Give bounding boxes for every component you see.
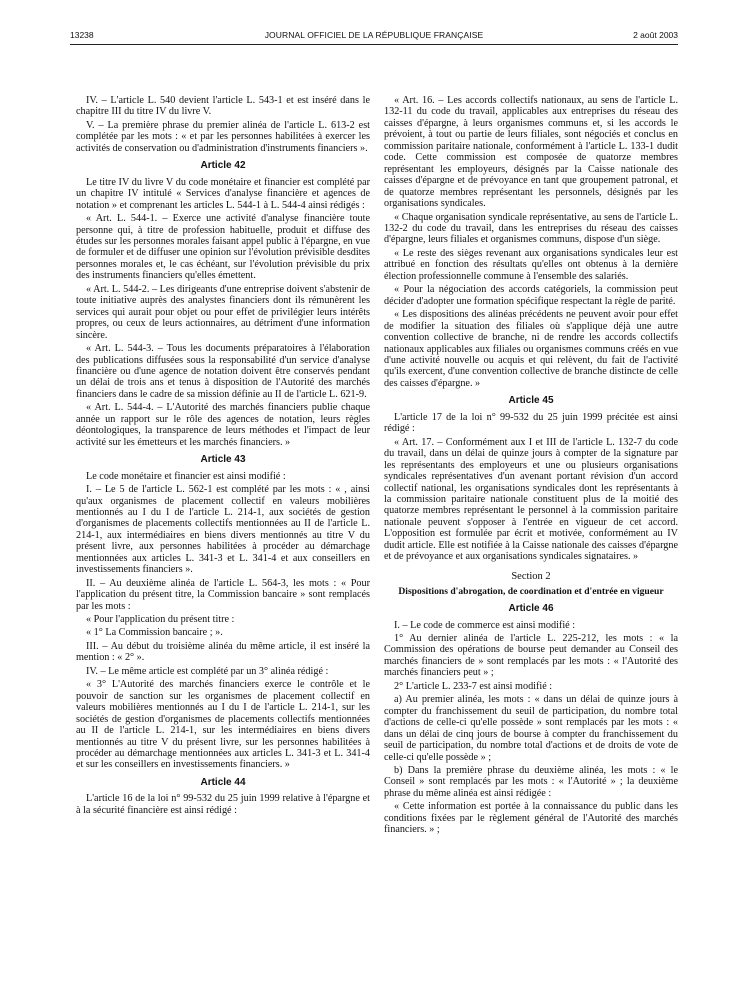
journal-title: JOURNAL OFFICIEL DE LA RÉPUBLIQUE FRANÇAISE xyxy=(264,30,484,40)
page-header xyxy=(70,30,678,44)
header-rule xyxy=(70,44,678,45)
paragraph: IV. – Le même article est complété par un 3° alinéa rédigé : xyxy=(86,665,329,677)
paragraph: 1° Au dernier alinéa de l'article L. 225-212, les mots : « la Commission des opérations de bourse peut demander au Conseil des marchés financiers de » sont remplacés par les mots : « l'Autorité des marchés financiers peut » ; xyxy=(384,633,678,679)
paragraph: « Art. L. 544-1. – Exerce une activité d'analyse financière toute personne qui, à titre de profession habituelle, produit et diffuse des études sur les personnes morales faisant appel public à l'épargne, en vue de formuler et de diffuser une opinion sur l'évolution prévisible desdites personnes morales et, le cas échéant, sur l'évolution prévisible du prix des instruments financiers qu'elles émettent. xyxy=(76,213,370,282)
paragraph: « Chaque organisation syndicale représentative, au sens de l'article L. 132-2 du code du travail, dans les entreprises du réseau des caisses d'épargne, leurs filiales et organismes communs, dispose d'un siège. xyxy=(384,211,678,246)
paragraph: « 3° L'Autorité des marchés financiers exerce le contrôle et le pouvoir de sanction sur les organismes de placement collectif en valeurs mobilières mentionnés au I du I de l'article L. 214-1, sur les sociétés de gestion d'organismes de placements collectifs mentionnées au II de l'article L. 214-1, sur les intermédiaires en biens divers mentionnés au titre V du présent livre, sur les personnes habilitées à procéder au démarchage mentionnées aux articles L. 341-3 et L. 341-4 et sur les conseillers en investissements financiers. » xyxy=(76,679,370,771)
paragraph: « Pour l'application du présent titre : xyxy=(86,614,235,626)
paragraph: I. – Le 5 de l'article L. 562-1 est complété par les mots : « , ainsi qu'aux organismes de placement collectif en valeurs mobilières mentionnés au I du I de l'article L. 214-1, aux sociétés de gestion d'organismes de placements collectifs mentionnées au II de l'article L. 214-1, aux intermédiaires en biens divers mentionnés au titre V du présent livre, aux personnes habilitées à procéder au démarchage mentionnées aux articles L. 341-3 et L. 341-4 et aux conseillers en investissements financiers ». xyxy=(76,484,370,576)
paragraph: « Les dispositions des alinéas précédents ne peuvent avoir pour effet de modifier la situation des filiales où s'applique déjà une autre convention collective de branche, ni de rendre les accords collectifs nationaux applicables aux filiales ou organismes communs créés en vue d'une activité nouvelle ou acquis et qui relèvent, du fait de l'activité qu'ils exercent, d'une convention collective de branche distincte de celle des caisses d'épargne. » xyxy=(384,309,678,389)
paragraph: « Art. L. 544-3. – Tous les documents préparatoires à l'élaboration des publications diffusées sous la responsabilité d'un service d'analyse financière ou d'une agence de notation doivent être conservés pendant un délai de trois ans et tenus à disposition de l'Autorité des marchés financiers dans le cadre de sa mission définie au II de l'article L. 621-9. xyxy=(76,343,370,400)
section-subtitle: Dispositions d'abrogation, de coordination et d'entrée en vigueur xyxy=(398,586,664,598)
paragraph: « Art. 17. – Conformément aux I et III de l'article L. 132-7 du code du travail, dans un délai de quinze jours à compter de la signature par les représentants des employeurs et une ou plusieurs organisations syndicales représentatives d'un avenant portant révision d'un accord collectif national, les organisations syndicales dont les représentants à la commission paritaire nationale constituent plus de la moitié des quatorze membres représentant le personnel à la commission paritaire nationale peuvent s'opposer à l'entrée en vigueur de cet accord. L'opposition est formulée par écrit et motivée, conformément au IV dudit article. Elle est notifiée à la Caisse nationale des caisses d'épargne et de prévoyance et aux organisations syndicales signataires. » xyxy=(384,436,678,563)
paragraph: « Art. 16. – Les accords collectifs nationaux, au sens de l'article L. 132-11 du code du travail, applicables aux entreprises du réseau des caisses d'épargne, à leurs organismes communs et, si les accords le prévoient, à tout ou partie de leurs filiales, sont négociés et conclus en commission paritaire nationale, conformément à l'article L. 133-1 dudit code. Cette commission est composée de quatorze membres représentant les employeurs, désignés par la Caisse nationale des caisses d'épargne et de prévoyance en tant que groupement patronal, et de quatorze membres représentant les personnels, désignés par les organisations syndicales. xyxy=(384,95,678,210)
paragraph: 2° L'article L. 233-7 est ainsi modifié : xyxy=(394,680,553,692)
paragraph: a) Au premier alinéa, les mots : « dans un délai de quinze jours à compter du franchissement du seuil de participation, du nombre total d'actions de celle-ci qu'elle possède » sont remplacés par les mots : « dans un délai de cinq jours de bourse à compter du franchissement du seuil de participation, du nombre total d'actions et de droits de vote de celle-ci qu'elle possède » ; xyxy=(384,694,678,763)
article-heading: Article 42 xyxy=(200,160,246,172)
paragraph: Le code monétaire et financier est ainsi modifié : xyxy=(86,470,286,482)
page-number: 13238 xyxy=(70,30,94,40)
right-column xyxy=(384,95,678,838)
article-heading: Article 45 xyxy=(508,395,554,407)
paragraph: « Art. L. 544-2. – Les dirigeants d'une entreprise doivent s'abstenir de toute initiative auprès des analystes financiers dont ils rémunèrent les services qui aurait pour objet ou pour effet de privilégier leurs intérêts propres, ou ceux de leurs actionnaires, au détriment d'une information sincère. xyxy=(76,283,370,341)
paragraph: L'article 16 de la loi n° 99-532 du 25 juin 1999 relative à l'épargne et à la sécurité financière est ainsi rédigé : xyxy=(76,793,370,816)
paragraph: I. – Le code de commerce est ainsi modifié : xyxy=(394,619,576,631)
paragraph: « Pour la négociation des accords catégoriels, la commission peut décider d'adopter une formation spécifique respectant la règle de parité. xyxy=(384,284,678,307)
paragraph: « Cette information est portée à la connaissance du public dans les conditions fixées par le règlement général de l'Autorité des marchés financiers. » ; xyxy=(384,801,678,836)
article-heading: Article 44 xyxy=(200,776,246,788)
paragraph: III. – Au début du troisième alinéa du même article, il est inséré la mention : « 2° ». xyxy=(76,640,370,664)
paragraph: « Le reste des sièges revenant aux organisations syndicales leur est attribué en fonction des résultats qu'elles ont obtenus à la dernière élection professionnelle commune à l'ensemble des salariés. xyxy=(384,247,678,282)
paragraph: « Art. L. 544-4. – L'Autorité des marchés financiers publie chaque année un rapport sur le rôle des agences de notation, leurs règles déontologiques, la transparence de leurs méthodes et l'impact de leur activité sur les émetteurs et les marchés financiers. » xyxy=(76,402,370,448)
article-heading: Article 43 xyxy=(200,454,246,466)
section-heading: Section 2 xyxy=(511,570,551,582)
article-heading: Article 46 xyxy=(508,603,554,615)
left-column xyxy=(76,95,370,818)
paragraph: Le titre IV du livre V du code monétaire et financier est complété par un chapitre IV intitulé « Services d'analyse financière et agences de notation » et comprenant les articles L. 544-1 à L. 544-4 ainsi rédigés : xyxy=(76,176,370,211)
publication-date: 2 août 2003 xyxy=(633,30,678,40)
paragraph: b) Dans la première phrase du deuxième alinéa, les mots : « le Conseil » sont remplacés par les mots : « l'Autorité » ; la deuxième phrase du même alinéa est ainsi rédigée : xyxy=(384,765,678,799)
paragraph: V. – La première phrase du premier alinéa de l'article L. 613-2 est complétée par les mots : « et par les personnes habilitées à exercer les activités de conservation ou d'administration d'instruments financiers ». xyxy=(76,119,370,154)
paragraph: II. – Au deuxième alinéa de l'article L. 564-3, les mots : « Pour l'application du présent titre, la Commission bancaire » sont remplacés par les mots : xyxy=(76,577,370,612)
paragraph: IV. – L'article L. 540 devient l'article L. 543-1 et est inséré dans le chapitre III du titre IV du livre V. xyxy=(76,95,370,118)
paragraph: « 1° La Commission bancaire ; ». xyxy=(86,627,223,639)
paragraph: L'article 17 de la loi n° 99-532 du 25 juin 1999 précitée est ainsi rédigé : xyxy=(384,411,678,435)
